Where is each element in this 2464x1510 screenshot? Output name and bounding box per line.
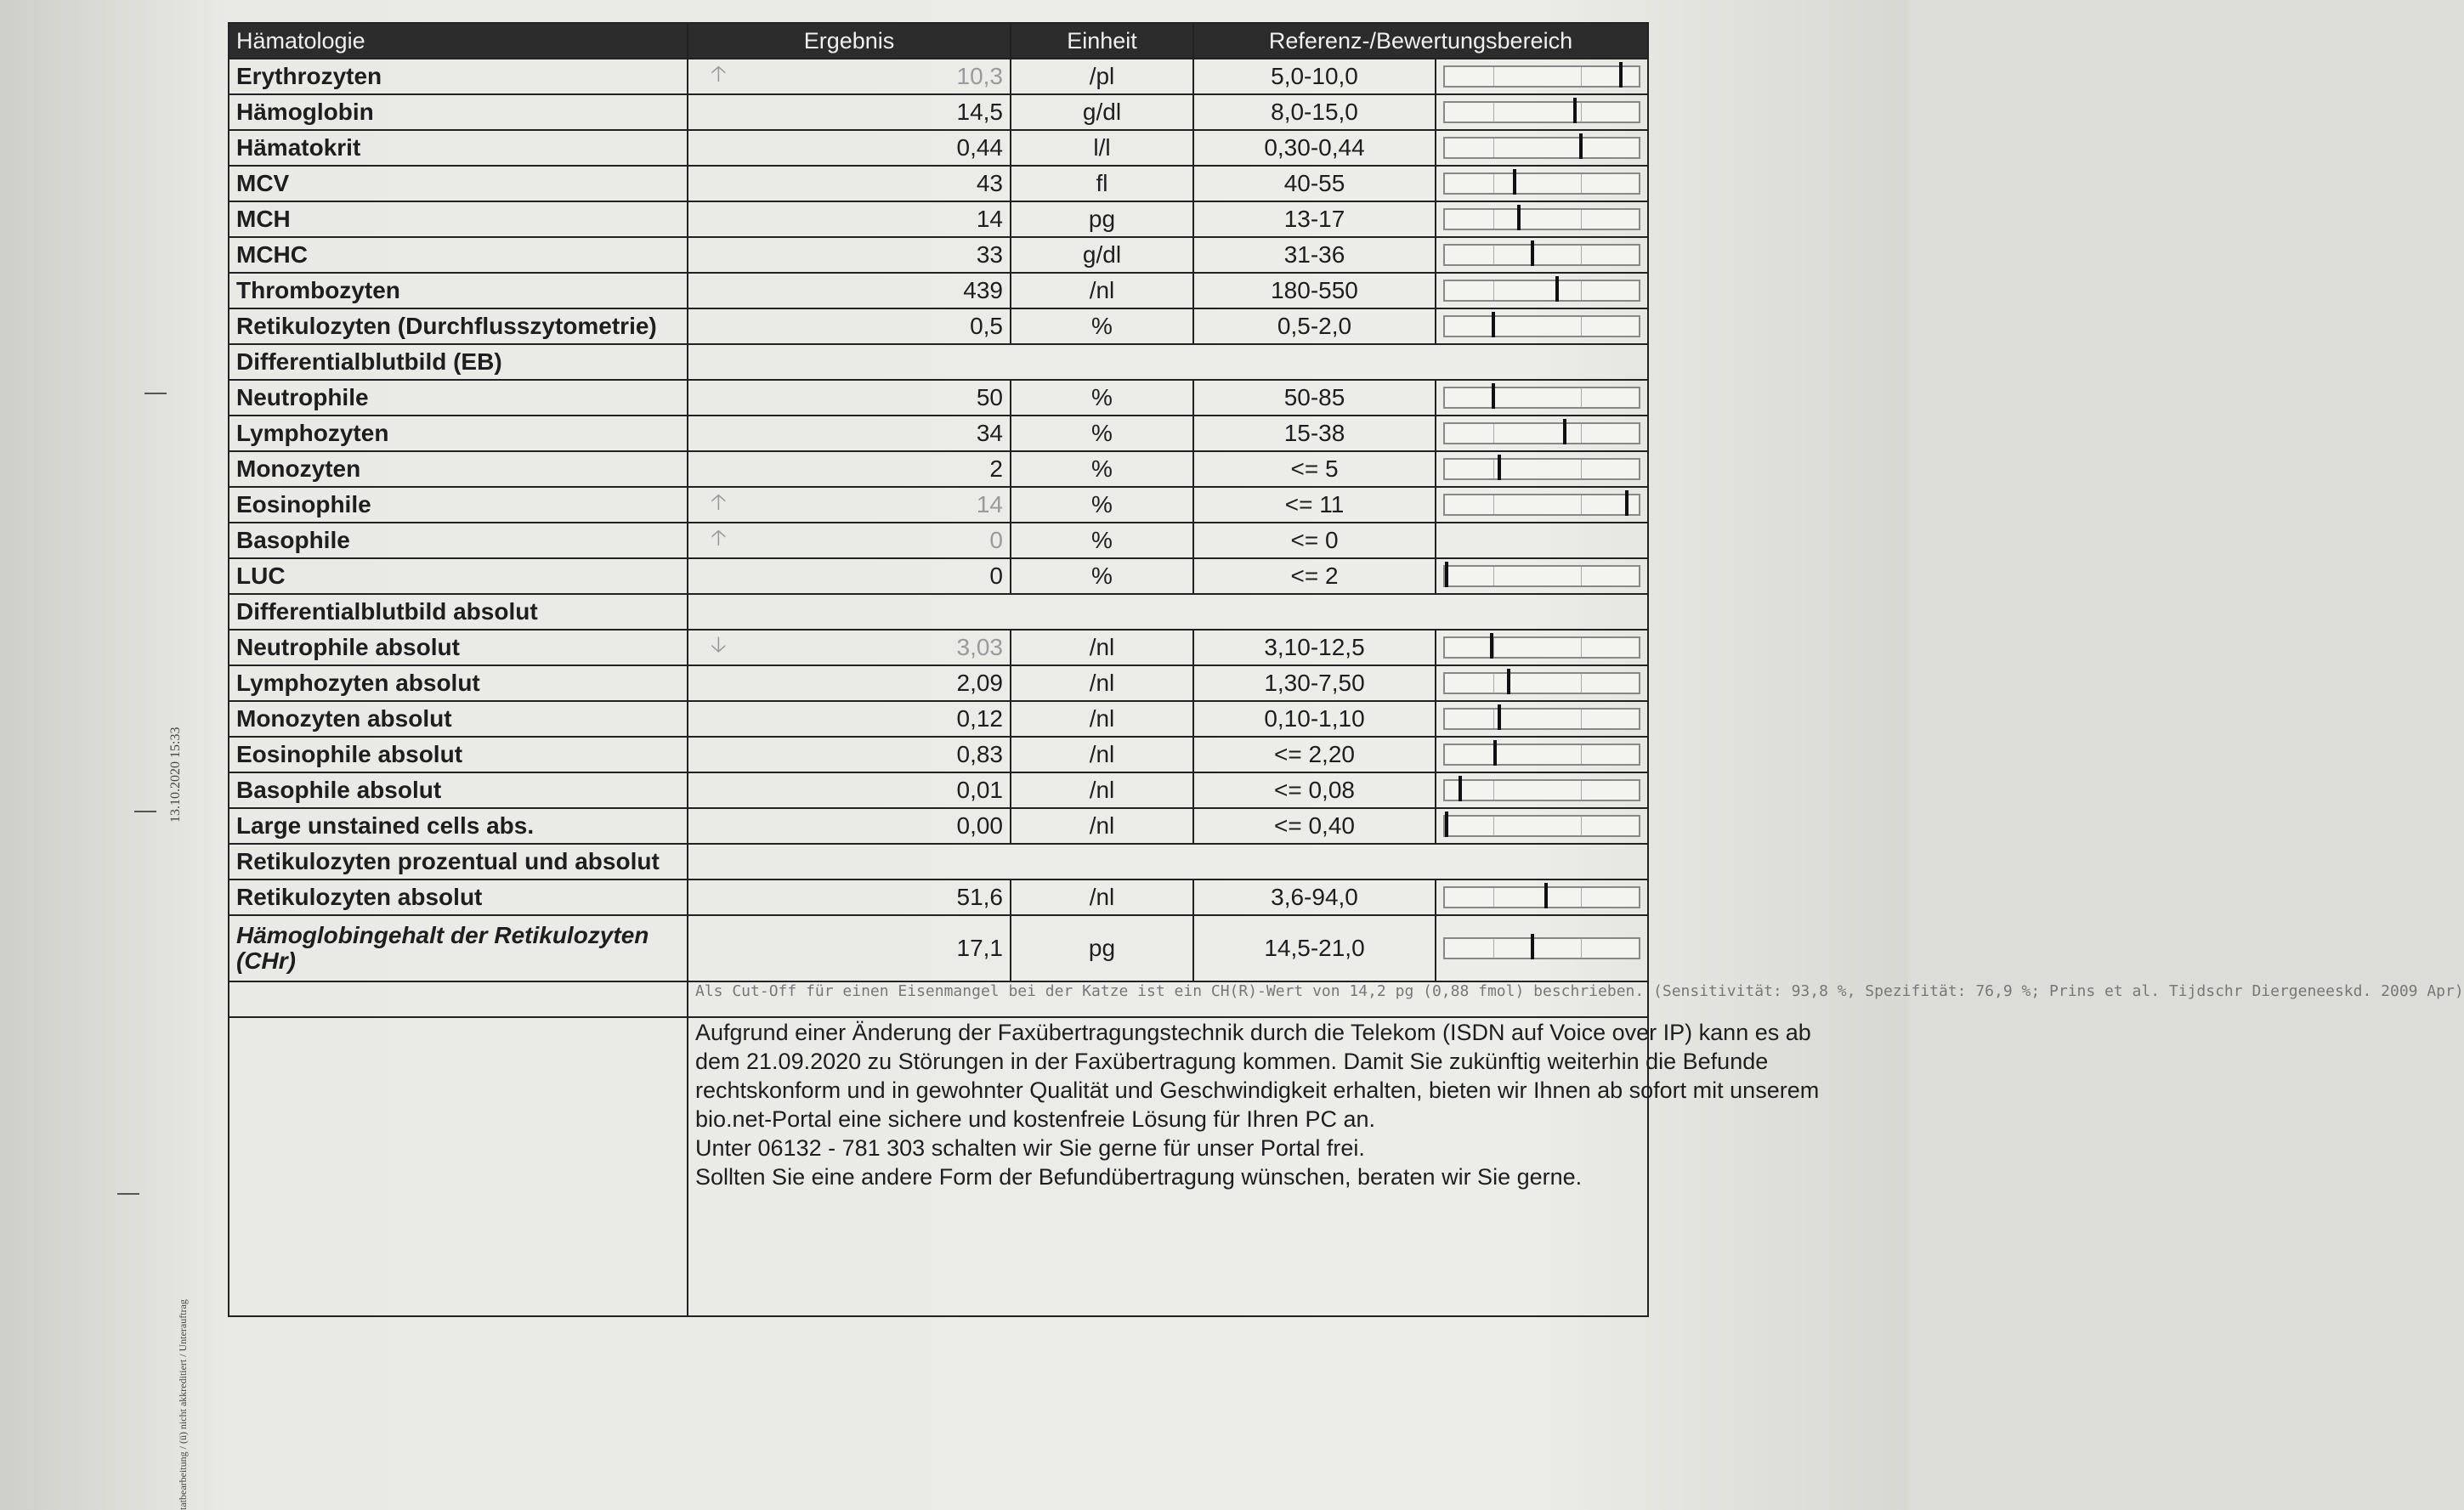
- gauge-marker: [1492, 383, 1495, 409]
- row-unit: %: [1011, 380, 1193, 416]
- table-row: [229, 94, 1648, 130]
- table-row: [229, 808, 1648, 844]
- gauge-marker: [1579, 133, 1583, 159]
- header-unit: Einheit: [1011, 23, 1193, 59]
- row-gauge-cell: [1436, 273, 1648, 308]
- table-row: [229, 166, 1648, 201]
- arrow-up-icon: 🡡: [711, 60, 727, 86]
- section-title: Retikulozyten prozentual und absolut: [229, 844, 688, 879]
- row-reference: 0,5-2,0: [1193, 308, 1436, 344]
- row-result: [688, 630, 1011, 665]
- row-unit: %: [1011, 451, 1193, 487]
- row-result: [688, 201, 1011, 237]
- row-result: [688, 665, 1011, 701]
- row-unit: /pl: [1011, 59, 1193, 94]
- row-result-value: 43: [976, 170, 1003, 196]
- row-result-value: 0,00: [956, 812, 1003, 839]
- row-result-value: 34: [976, 420, 1003, 446]
- row-unit: /nl: [1011, 808, 1193, 844]
- row-gauge-cell: [1436, 737, 1648, 772]
- notice-line: Aufgrund einer Änderung der Faxübertragungstechnik durch die Telekom (ISDN auf Voice over IP) kann es ab: [695, 1020, 1811, 1045]
- row-gauge-cell: [1436, 59, 1648, 94]
- row-unit: g/dl: [1011, 94, 1193, 130]
- row-reference: 13-17: [1193, 201, 1436, 237]
- row-name: Erythrozyten: [229, 59, 688, 94]
- row-reference: <= 5: [1193, 451, 1436, 487]
- gauge-marker: [1493, 740, 1497, 766]
- gauge-marker: [1619, 62, 1623, 88]
- notice-line: dem 21.09.2020 zu Störungen in der Faxübertragung kommen. Damit Sie zukünftig weiterhin die Befunde: [695, 1049, 1769, 1074]
- row-result: 17,1: [688, 915, 1011, 981]
- row-name: Basophile: [229, 523, 688, 558]
- row-name: MCV: [229, 166, 688, 201]
- row-result: [688, 772, 1011, 808]
- gauge-marker: [1625, 490, 1629, 516]
- reference-gauge: [1443, 937, 1640, 959]
- row-result-value: 0,44: [956, 134, 1003, 161]
- row-unit: g/dl: [1011, 237, 1193, 273]
- row-result: [688, 701, 1011, 737]
- row-name: Lymphozyten: [229, 416, 688, 451]
- reference-gauge: [1443, 280, 1640, 302]
- gauge-marker: [1490, 633, 1493, 659]
- gauge-marker: [1573, 98, 1577, 123]
- row-result-value: 10,3: [956, 63, 1003, 89]
- reference-gauge: [1443, 815, 1640, 837]
- row-unit: %: [1011, 558, 1193, 594]
- gauge-marker: [1517, 205, 1521, 230]
- row-reference: 40-55: [1193, 166, 1436, 201]
- gauge-marker: [1513, 169, 1516, 195]
- gauge-marker: [1544, 883, 1548, 908]
- row-name: LUC: [229, 558, 688, 594]
- row-gauge-cell: [1436, 451, 1648, 487]
- row-result: [688, 558, 1011, 594]
- arrow-up-icon: 🡡: [711, 489, 727, 514]
- row-result-value: 50: [976, 384, 1003, 410]
- table-row: [229, 130, 1648, 166]
- row-reference: <= 11: [1193, 487, 1436, 523]
- row-result-value: 0,83: [956, 741, 1003, 767]
- row-name: Eosinophile absolut: [229, 737, 688, 772]
- table-row: [229, 737, 1648, 772]
- gauge-marker: [1492, 312, 1495, 337]
- row-result-value: 0: [989, 527, 1003, 553]
- row-name: Retikulozyten absolut: [229, 879, 688, 915]
- reference-gauge: [1443, 494, 1640, 516]
- row-result: [688, 273, 1011, 308]
- gauge-marker: [1531, 934, 1534, 959]
- row-unit: pg: [1011, 915, 1193, 981]
- row-gauge-cell: [1436, 665, 1648, 701]
- row-result-value: 439: [963, 277, 1003, 303]
- notice-line: rechtskonform und in gewohnter Qualität und Geschwindigkeit erhalten, bieten wir Ihnen ab sofort mit unserem: [695, 1077, 1820, 1103]
- row-result-value: 0,5: [970, 313, 1003, 339]
- arrow-up-icon: 🡡: [711, 524, 727, 550]
- table-row: [229, 201, 1648, 237]
- row-gauge-cell: [1436, 523, 1648, 558]
- row-unit: %: [1011, 308, 1193, 344]
- row-result: [688, 130, 1011, 166]
- section-title: Differentialblutbild absolut: [229, 594, 688, 630]
- row-reference: 50-85: [1193, 380, 1436, 416]
- row-reference: 31-36: [1193, 237, 1436, 273]
- row-reference: 3,10-12,5: [1193, 630, 1436, 665]
- fold-mark: [134, 811, 156, 812]
- reference-gauge: [1443, 101, 1640, 123]
- row-name: Monozyten: [229, 451, 688, 487]
- row-unit: %: [1011, 487, 1193, 523]
- gauge-marker: [1498, 455, 1501, 480]
- row-result: [688, 523, 1011, 558]
- reference-gauge: [1443, 208, 1640, 230]
- table-row: [229, 523, 1648, 558]
- reference-gauge: [1443, 886, 1640, 908]
- reference-gauge: [1443, 387, 1640, 409]
- row-unit: /nl: [1011, 701, 1193, 737]
- row-result-value: 0,01: [956, 777, 1003, 803]
- reference-gauge: [1443, 458, 1640, 480]
- row-name: Neutrophile: [229, 380, 688, 416]
- side-print-date: 13.10.2020 15:33: [168, 727, 183, 823]
- row-result-value: 2,09: [956, 670, 1003, 696]
- row-name: Hämoglobingehalt der Retikulozyten (CHr): [229, 915, 688, 981]
- fax-notice: [688, 1017, 1820, 1316]
- row-gauge-cell: [1436, 416, 1648, 451]
- row-reference: 0,30-0,44: [1193, 130, 1436, 166]
- reference-gauge: [1443, 744, 1640, 766]
- row-gauge-cell: [1436, 166, 1648, 201]
- row-result: [688, 59, 1011, 94]
- row-name: Basophile absolut: [229, 772, 688, 808]
- table-row: [229, 487, 1648, 523]
- row-gauge-cell: [1436, 915, 1648, 981]
- row-unit: /nl: [1011, 665, 1193, 701]
- table-row: [229, 772, 1648, 808]
- row-gauge-cell: [1436, 772, 1648, 808]
- table-row: [229, 665, 1648, 701]
- fold-mark: [144, 393, 167, 394]
- row-name: Hämoglobin: [229, 94, 688, 130]
- row-result: [688, 380, 1011, 416]
- table-row: [229, 273, 1648, 308]
- row-reference: 8,0-15,0: [1193, 94, 1436, 130]
- row-result-value: 2: [989, 455, 1003, 482]
- gauge-marker: [1459, 776, 1462, 801]
- row-reference: <= 0,08: [1193, 772, 1436, 808]
- row-gauge-cell: [1436, 308, 1648, 344]
- note-row: [229, 981, 1648, 1017]
- row-result: [688, 237, 1011, 273]
- row-result-value: 33: [976, 241, 1003, 268]
- table-row: [229, 879, 1648, 915]
- row-gauge-cell: [1436, 558, 1648, 594]
- table-header-row: [229, 23, 1648, 59]
- table-row: [229, 59, 1648, 94]
- row-name: Neutrophile absolut: [229, 630, 688, 665]
- row-unit: %: [1011, 523, 1193, 558]
- gauge-marker: [1445, 562, 1448, 587]
- row-name: Eosinophile: [229, 487, 688, 523]
- table-row: [229, 416, 1648, 451]
- header-result: Ergebnis: [688, 23, 1011, 59]
- gauge-marker: [1498, 704, 1501, 730]
- row-reference: <= 0: [1193, 523, 1436, 558]
- row-gauge-cell: [1436, 487, 1648, 523]
- row-name: Large unstained cells abs.: [229, 808, 688, 844]
- row-unit: fl: [1011, 166, 1193, 201]
- row-name: Retikulozyten (Durchflusszytometrie): [229, 308, 688, 344]
- row-name: Thrombozyten: [229, 273, 688, 308]
- section-row: [229, 594, 1648, 630]
- table-row: [229, 630, 1648, 665]
- reference-gauge: [1443, 636, 1640, 659]
- reference-gauge: [1443, 315, 1640, 337]
- row-result-value: 14,5: [956, 99, 1003, 125]
- gauge-marker: [1563, 419, 1566, 444]
- row-result-value: 51,6: [956, 884, 1003, 910]
- row-reference: 5,0-10,0: [1193, 59, 1436, 94]
- row-result: [688, 94, 1011, 130]
- table-row-chr: [229, 915, 1648, 981]
- header-section: Hämatologie: [229, 23, 688, 59]
- notice-row: [229, 1017, 1648, 1316]
- table-row: [229, 308, 1648, 344]
- fold-mark: [117, 1193, 139, 1195]
- row-result: [688, 308, 1011, 344]
- section-title: Differentialblutbild (EB): [229, 344, 688, 380]
- row-result: [688, 808, 1011, 844]
- row-gauge-cell: [1436, 808, 1648, 844]
- table-row: [229, 451, 1648, 487]
- notice-line: Sollten Sie eine andere Form der Befundübertragung wünschen, beraten wir Sie gerne.: [695, 1164, 1583, 1190]
- row-unit: l/l: [1011, 130, 1193, 166]
- reference-gauge: [1443, 779, 1640, 801]
- arrow-down-icon: 🡣: [711, 631, 727, 657]
- side-footer-legend: tatbearbeitung / (ü) nicht akkreditiert / Unterauftrag: [177, 1299, 189, 1510]
- row-gauge-cell: [1436, 201, 1648, 237]
- reference-gauge: [1443, 565, 1640, 587]
- notice-line: bio.net-Portal eine sichere und kostenfreie Lösung für Ihren PC an.: [695, 1106, 1375, 1132]
- row-unit: /nl: [1011, 772, 1193, 808]
- reference-gauge: [1443, 672, 1640, 694]
- row-reference: 0,10-1,10: [1193, 701, 1436, 737]
- gauge-marker: [1445, 812, 1448, 837]
- row-result: [688, 451, 1011, 487]
- row-reference: 1,30-7,50: [1193, 665, 1436, 701]
- row-gauge-cell: [1436, 879, 1648, 915]
- row-unit: /nl: [1011, 273, 1193, 308]
- row-name: Hämatokrit: [229, 130, 688, 166]
- gauge-marker: [1507, 669, 1510, 694]
- row-gauge-cell: [1436, 94, 1648, 130]
- row-gauge-cell: [1436, 701, 1648, 737]
- row-name: MCH: [229, 201, 688, 237]
- row-result: [688, 879, 1011, 915]
- row-reference: 3,6-94,0: [1193, 879, 1436, 915]
- table-row: [229, 237, 1648, 273]
- gauge-marker: [1555, 276, 1559, 302]
- reference-gauge: [1443, 708, 1640, 730]
- row-reference: 14,5-21,0: [1193, 915, 1436, 981]
- row-name: Lymphozyten absolut: [229, 665, 688, 701]
- notice-line: Unter 06132 - 781 303 schalten wir Sie gerne für unser Portal frei.: [695, 1135, 1365, 1161]
- section-row: [229, 344, 1648, 380]
- reference-gauge: [1443, 65, 1640, 88]
- table-row: [229, 380, 1648, 416]
- chr-cutoff-note: Als Cut-Off für einen Eisenmangel bei der Katze ist ein CH(R)-Wert von 14,2 pg (0,88 fmol) beschrieben. (Sensitivität: 93,8 %, Spezifität: 76,9 %; Prins et al. Tijdschr Diergeneeskd. 2009 Apr): [688, 981, 1648, 1017]
- hematology-table: [228, 22, 2464, 1317]
- row-reference: 15-38: [1193, 416, 1436, 451]
- row-unit: %: [1011, 416, 1193, 451]
- row-unit: /nl: [1011, 630, 1193, 665]
- row-reference: <= 0,40: [1193, 808, 1436, 844]
- row-gauge-cell: [1436, 380, 1648, 416]
- row-reference: <= 2: [1193, 558, 1436, 594]
- row-result-value: 3,03: [956, 634, 1003, 660]
- section-row: [229, 844, 1648, 879]
- reference-gauge: [1443, 422, 1640, 444]
- row-result-value: 14: [976, 491, 1003, 517]
- reference-gauge: [1443, 244, 1640, 266]
- reference-gauge: [1443, 137, 1640, 159]
- row-gauge-cell: [1436, 237, 1648, 273]
- row-result: [688, 737, 1011, 772]
- table-row: [229, 701, 1648, 737]
- row-reference: <= 2,20: [1193, 737, 1436, 772]
- row-result: [688, 487, 1011, 523]
- table-row: [229, 558, 1648, 594]
- row-gauge-cell: [1436, 130, 1648, 166]
- row-reference: 180-550: [1193, 273, 1436, 308]
- row-result: [688, 166, 1011, 201]
- row-unit: /nl: [1011, 737, 1193, 772]
- header-reference: Referenz-/Bewertungsbereich: [1193, 23, 1648, 59]
- reference-gauge: [1443, 172, 1640, 195]
- row-result-value: 0,12: [956, 705, 1003, 732]
- row-name: Monozyten absolut: [229, 701, 688, 737]
- row-result-value: 14: [976, 206, 1003, 232]
- row-result-value: 0: [989, 563, 1003, 589]
- row-unit: /nl: [1011, 879, 1193, 915]
- row-unit: pg: [1011, 201, 1193, 237]
- row-gauge-cell: [1436, 630, 1648, 665]
- row-name: MCHC: [229, 237, 688, 273]
- row-result: [688, 416, 1011, 451]
- gauge-marker: [1531, 240, 1534, 266]
